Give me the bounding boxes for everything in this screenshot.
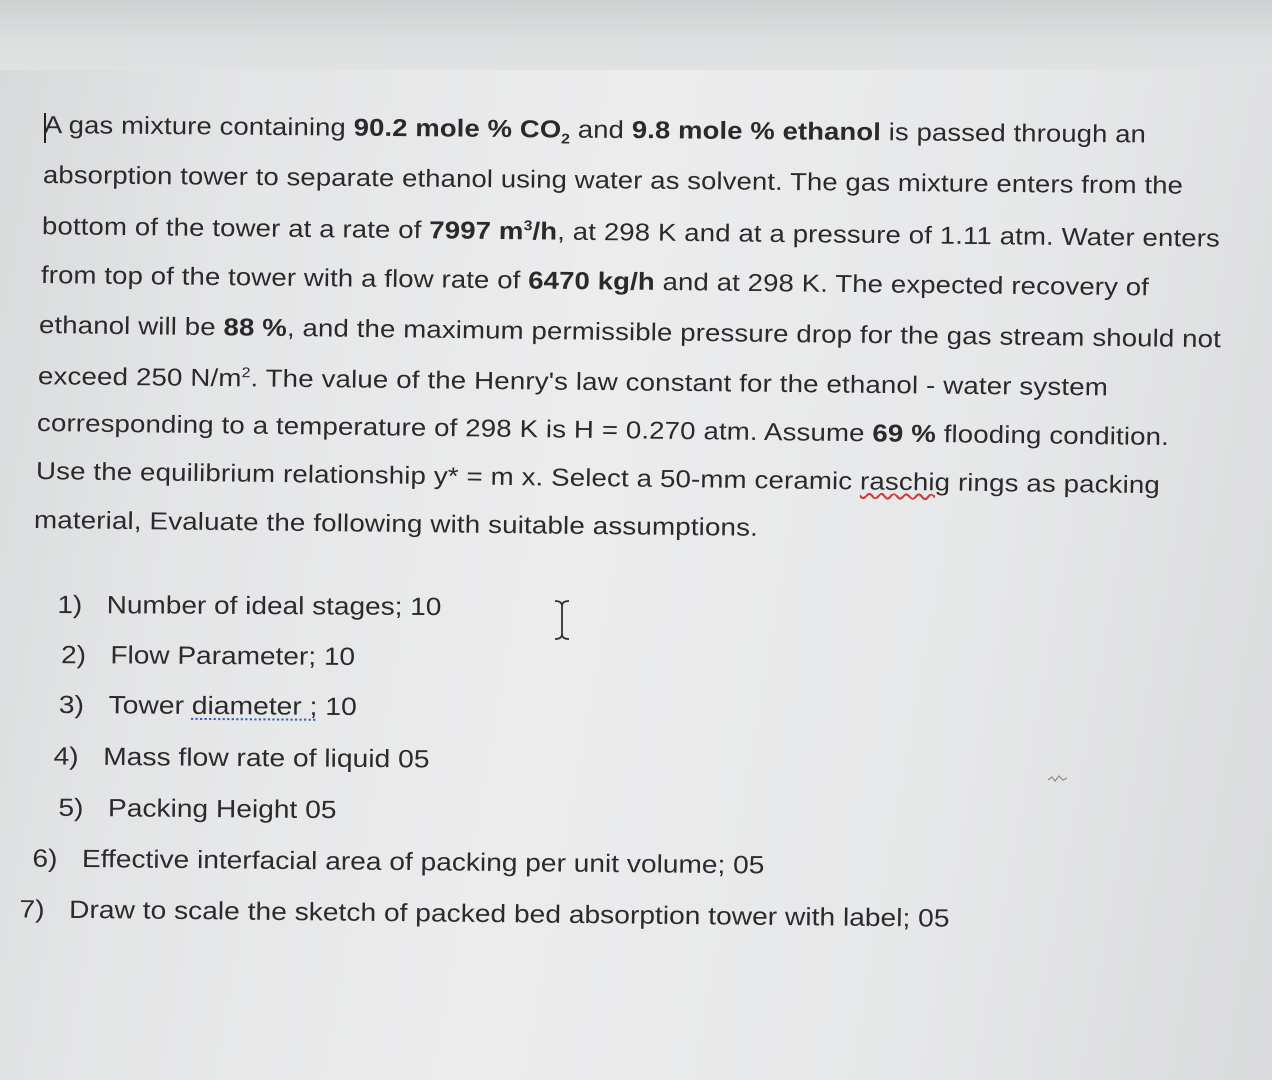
bold-text-run: 2 (561, 130, 571, 147)
text-run: is passed through an (880, 119, 1147, 149)
bold-text-run: 69 % (872, 420, 937, 449)
list-item-text: Number of ideal stages; 10 (106, 591, 442, 622)
text-run: flooding condition. (935, 421, 1170, 451)
paragraph-line (39, 312, 1221, 354)
list-item-text: Tower (108, 691, 192, 720)
text-run: 2 (241, 364, 251, 381)
bold-text-run: /h (532, 218, 558, 246)
text-run: absorption tower to separate ethanol using water as solvent. The gas mixture enters from the (42, 162, 1184, 200)
text-cursor-icon (551, 598, 573, 642)
list-number: 6) (32, 844, 58, 873)
list-number: 3) (58, 690, 85, 720)
bold-text-run: 90.2 mole % CO (353, 114, 562, 144)
text-run: and at 298 K. The expected recovery of (654, 268, 1150, 302)
paragraph-line (37, 410, 1169, 452)
paragraph-line (38, 362, 1108, 402)
bold-text-run: 3 (523, 217, 533, 234)
screen-speck (1046, 772, 1070, 784)
list-number: 4) (53, 742, 79, 771)
text-run: , and the maximum permissible pressure drop for the gas stream should not (286, 314, 1222, 354)
spellcheck-flagged-word: raschig (859, 468, 951, 497)
text-run: A gas mixture containing (43, 112, 354, 142)
text-run: bottom of the tower at a rate of (41, 213, 430, 245)
text-run: material, Evaluate the following with suitable assumptions. (33, 507, 759, 542)
task-list-item (19, 895, 949, 933)
bold-text-run: 6470 kg/h (528, 267, 656, 296)
list-number: 7) (19, 895, 45, 924)
task-list-item (61, 641, 355, 672)
bold-text-run: 88 % (223, 314, 288, 342)
paragraph-line (41, 262, 1149, 302)
bold-text-run: 7997 m (429, 217, 524, 246)
list-number: 1) (57, 590, 83, 620)
text-run: , at 298 K and at a pressure of 1.11 atm. Water enters (557, 218, 1221, 253)
text-run: Use the equilibrium relationship y* = m x. Select a 50-mm ceramic (35, 458, 861, 496)
paragraph-line (42, 212, 1220, 254)
task-list-item (58, 794, 336, 825)
paragraph-line (44, 112, 1146, 151)
text-run: corresponding to a temperature of 298 K is H = 0.270 atm. Assume (36, 410, 873, 448)
list-item-text: Draw to scale the sketch of packed bed absorption tower with label; 05 (68, 895, 950, 933)
task-list-item (53, 743, 429, 775)
paragraph-line (43, 162, 1183, 201)
text-run: rings as packing (949, 469, 1161, 500)
paragraph-line (36, 458, 1160, 500)
text-run: ethanol will be (38, 312, 224, 342)
grammar-flagged-text: diameter ; (191, 691, 318, 721)
list-item-text: Effective interfacial area of packing per unit volume; 05 (81, 845, 765, 880)
list-item-score: 10 (317, 692, 357, 722)
text-run: from top of the tower with a flow rate of (40, 262, 529, 295)
bold-text-run: 9.8 mole % ethanol (631, 117, 882, 147)
list-item-text: Flow Parameter; 10 (110, 641, 356, 671)
text-run: and (569, 116, 632, 145)
list-item-text: Packing Height 05 (107, 794, 337, 825)
task-list-item (57, 591, 441, 622)
list-number: 2) (60, 641, 87, 670)
task-list-item (59, 691, 357, 722)
task-list-item (32, 845, 764, 881)
list-number: 5) (58, 793, 84, 823)
list-item-text: Mass flow rate of liquid 05 (103, 742, 430, 774)
paragraph-line (34, 507, 758, 543)
text-run: exceed 250 N/m (37, 363, 242, 393)
text-run: . The value of the Henry's law constant for the ethanol - water system (250, 365, 1109, 402)
